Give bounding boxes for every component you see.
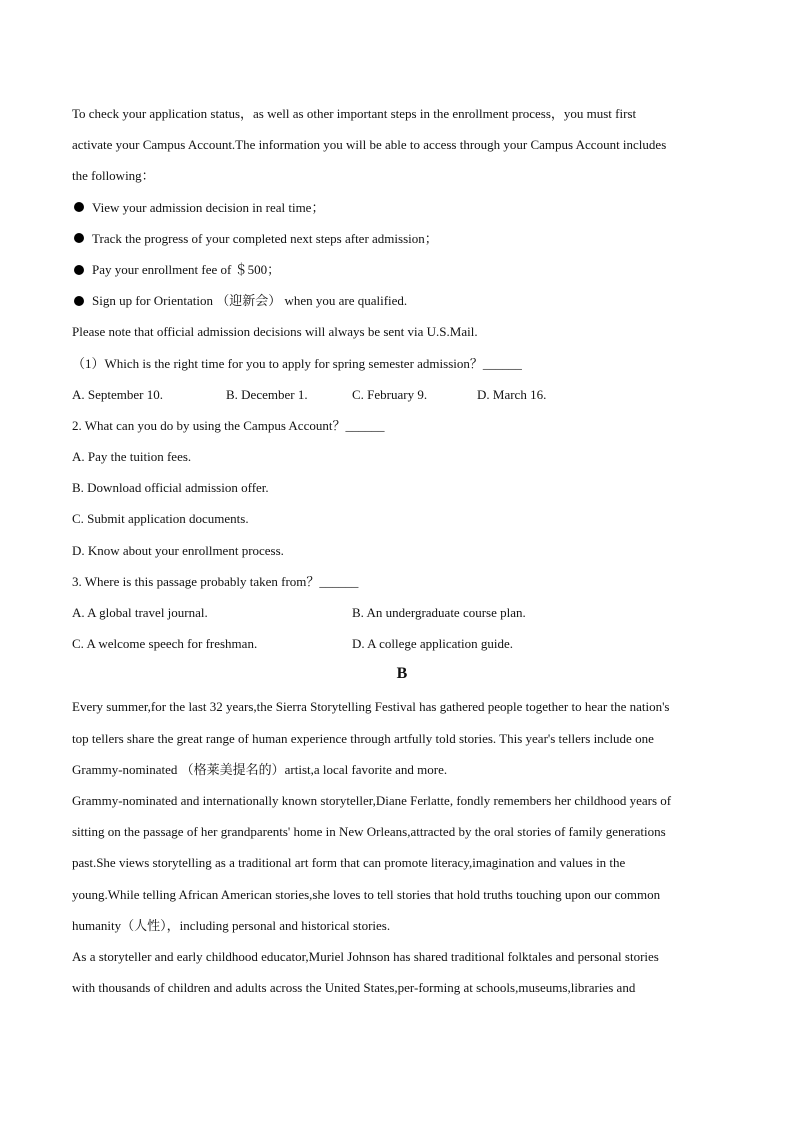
option-a: A. A global travel journal. — [72, 605, 208, 620]
option-c: C. Submit application documents. — [72, 511, 249, 527]
paragraph-line: activate your Campus Account.The information you will be able to access through your Campus Account includes — [72, 137, 667, 153]
paragraph-line: humanity（人性），including personal and historical stories. — [72, 917, 391, 933]
document-page — [72, 98, 732, 1003]
paragraph-line: Grammy-nominated （格莱美提名的）artist,a local favorite and more. — [72, 761, 448, 777]
option-d: D. March 16. — [477, 386, 547, 402]
paragraph-line: top tellers share the great range of human experience through artfully told stories. This year's tellers include one — [72, 730, 654, 746]
bullet-dot-icon — [74, 265, 84, 275]
paragraph-line: Every summer,for the last 32 years,the Sierra Storytelling Festival has gathered people together to hear the nation's — [72, 699, 670, 715]
question-stem: 3. Where is this passage probably taken from？______ — [72, 573, 359, 589]
bullet-item — [72, 223, 732, 254]
bullet-item — [72, 254, 732, 285]
passage-a — [72, 98, 732, 348]
bullet-text: Pay your enrollment fee of ＄500； — [92, 261, 281, 277]
bullet-dot-icon — [74, 202, 84, 212]
paragraph-line: sitting on the passage of her grandparents' home in New Orleans,attracted by the oral stories of family generations — [72, 824, 666, 840]
bullet-dot-icon — [74, 296, 84, 306]
bullet-text: View your admission decision in real time； — [92, 199, 325, 215]
paragraph-line: To check your application status，as well as other important steps in the enrollment process，you must first — [72, 106, 637, 121]
question-stem: （1）Which is the right time for you to apply for spring semester admission？______ — [72, 355, 522, 371]
options-row — [72, 379, 732, 410]
option-c: C. A welcome speech for freshman. — [72, 636, 258, 652]
option-a: A. Pay the tuition fees. — [72, 449, 192, 465]
paragraph-line: As a storyteller and early childhood educator,Muriel Johnson has shared traditional folktales and personal stories — [72, 948, 659, 964]
option-c: C. February 9. — [352, 386, 428, 402]
paragraph-line: the following： — [72, 168, 155, 184]
passage-b — [72, 691, 732, 1003]
bullet-text: Track the progress of your completed next steps after admission； — [92, 230, 438, 246]
question-stem: 2. What can you do by using the Campus Account？______ — [72, 417, 385, 433]
paragraph-line: with thousands of children and adults across the United States,per-forming at schools,museums,libraries and — [72, 980, 636, 996]
paragraph-line: past.She views storytelling as a traditional art form that can promote literacy,imagination and values in the — [72, 855, 626, 871]
paragraph-line: Grammy-nominated and internationally known storyteller,Diane Ferlatte, fondly remembers her childhood years of — [72, 792, 672, 808]
option-b: B. Download official admission offer. — [72, 480, 269, 496]
question-3 — [72, 566, 732, 660]
section-title: B — [396, 665, 408, 683]
option-b: B. December 1. — [226, 386, 308, 402]
paragraph-line: young.While telling African American stories,she loves to tell stories that hold truths touching upon our common — [72, 886, 661, 902]
option-d: D. A college application guide. — [352, 636, 514, 652]
options-row — [72, 597, 732, 628]
bullet-text: Sign up for Orientation （迎新会） when you are qualified. — [92, 293, 408, 309]
options-row — [72, 628, 732, 659]
question-1 — [72, 348, 732, 410]
option-b: B. An undergraduate course plan. — [352, 605, 526, 620]
option-d: D. Know about your enrollment process. — [72, 542, 284, 558]
note-line: Please note that official admission decisions will always be sent via U.S.Mail. — [72, 324, 478, 340]
bullet-item — [72, 192, 732, 223]
bullet-item — [72, 285, 732, 316]
question-2 — [72, 410, 732, 566]
option-a: A. September 10. — [72, 386, 163, 402]
bullet-dot-icon — [74, 233, 84, 243]
